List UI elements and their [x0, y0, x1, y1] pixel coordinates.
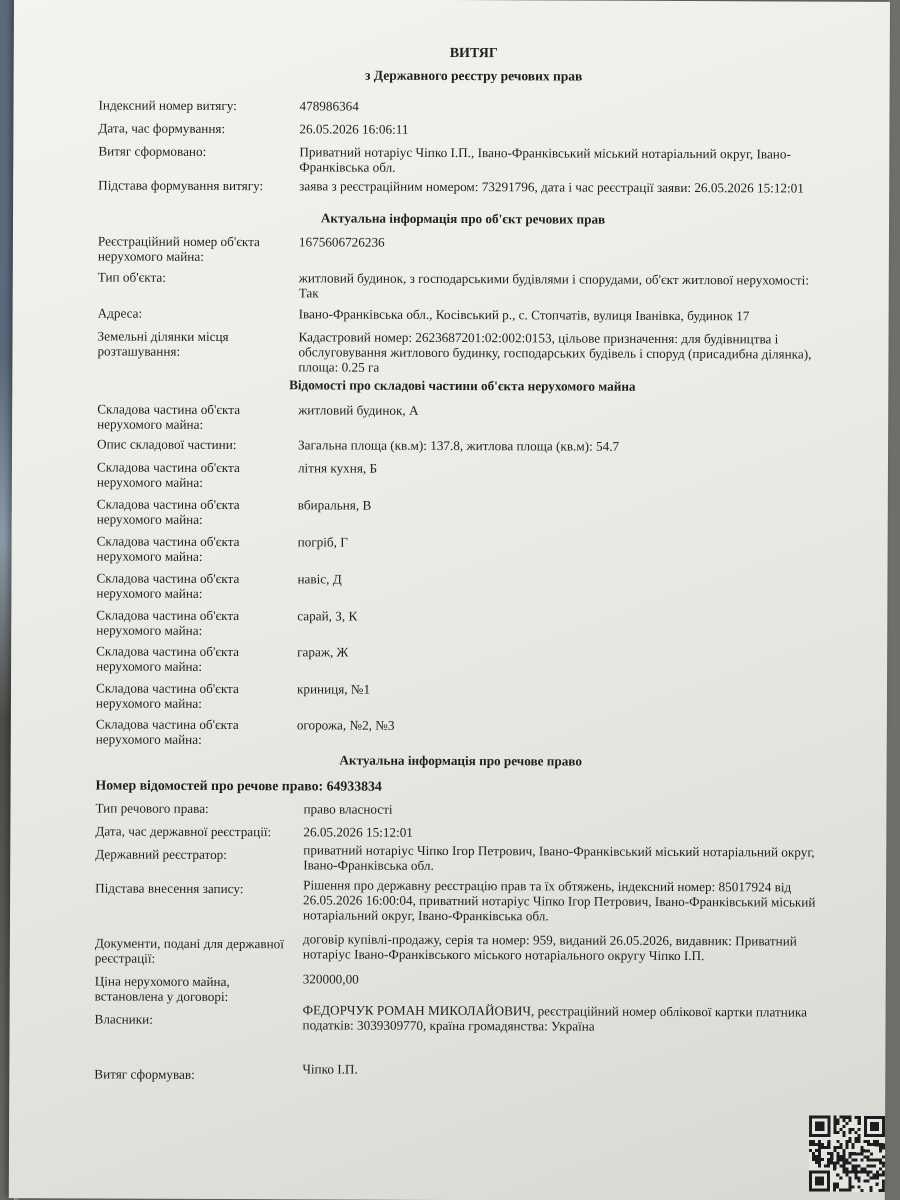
formation-date-value: 26.05.2026 16:06:11	[299, 121, 409, 137]
part-value: погріб, Г	[297, 534, 348, 550]
address-value: Івано-Франківська обл., Косівський р., с. Стопчатів, вулиця Іванівка, будинок 17	[298, 306, 750, 324]
land-plots-label: Земельні ділянки місця розташування:	[97, 328, 229, 359]
part-label: Складова частина об'єкта нерухомого майна:	[96, 533, 240, 564]
documents-label: Документи, подані для державної реєстрації:	[94, 935, 284, 966]
part-label: Складова частина об'єкта нерухомого майна:	[95, 716, 239, 747]
object-regnum-label: Реєстраційний номер об'єкта нерухомого майна:	[97, 233, 260, 264]
formation-basis-label: Підстава формування витягу:	[98, 177, 264, 194]
right-type-value: право власності	[303, 801, 393, 817]
formed-by-value: Чіпко І.П.	[302, 1061, 358, 1077]
part-description-label: Опис складової частини:	[97, 436, 237, 453]
paper-sheet	[9, 0, 890, 1200]
document-title: ВИТЯГ	[449, 45, 498, 62]
part-value: криниця, №1	[296, 681, 371, 697]
land-plots-value: Кадастровий номер: 2623687201:02:002:0153, цільове призначення: для будівництва і обслуговування житлового будинку, господарських будівель і споруд (присадибна ділянка), площа: 0.25 га	[298, 329, 812, 375]
part-value: літня кухня, Б	[297, 460, 378, 476]
part-label: Складова частина об'єкта нерухомого майна:	[96, 643, 240, 674]
part-description-value: Загальна площа (кв.м): 137.8, житлова площа (кв.м): 54.7	[298, 437, 620, 454]
extract-index-value: 478986364	[299, 98, 359, 114]
record-basis-value: Рішення про державну реєстрацію прав та їх обтяжень, індексний номер: 85017924 від 26.05.2026 16:00:04, приватний нотаріус Чіпко Ігор Петрович, Івано-Франківський міський нотаріальний округ, Івано-Франківська обл.	[302, 877, 816, 924]
extract-index-label: Індексний номер витягу:	[98, 97, 237, 114]
parts-section-heading: Відомості про складові частини об'єкта нерухомого майна	[289, 377, 636, 394]
formed-by-org-label: Витяг сформовано:	[98, 143, 207, 159]
owners-label: Власники:	[94, 1011, 153, 1027]
registrar-value: приватний нотаріус Чіпко Ігор Петрович, Івано-Франківський міський нотаріальний округ, Івано-Франківська обл.	[303, 842, 815, 873]
object-section-heading: Актуальна інформація про об'єкт речових прав	[320, 210, 606, 227]
owners-value: ФЕДОРЧУК РОМАН МИКОЛАЙОВИЧ, реєстраційний номер облікової картки платника податків: 3039309770, країна громадянства: Україна	[302, 1002, 808, 1034]
qr-code-icon	[809, 1114, 885, 1194]
registrar-label: Державний реєстратор:	[95, 846, 228, 863]
formation-date-label: Дата, час формування:	[98, 120, 226, 137]
part-label: Складова частина об'єкта нерухомого майна:	[97, 401, 241, 432]
part-value: сарай, З, К	[297, 608, 358, 624]
object-regnum-value: 1675606726236	[298, 234, 385, 250]
part-label: Складова частина об'єкта нерухомого майна:	[96, 459, 240, 490]
address-label: Адреса:	[97, 305, 143, 321]
part-label: Складова частина об'єкта нерухомого майна:	[96, 570, 240, 601]
object-type-label: Тип об'єкта:	[97, 269, 166, 285]
formation-basis-value: заява з реєстраційним номером: 73291796, дата і час реєстрації заяви: 26.05.2026 15:12:01	[299, 178, 804, 196]
part-value: навіс, Д	[297, 571, 342, 587]
object-type-value: житловий будинок, з господарськими будівлями і спорудами, об'єкт житлової нерухомості: Так	[298, 270, 810, 301]
part-value: вбиральня, В	[297, 497, 372, 513]
formed-by-org-value: Приватний нотаріус Чіпко І.П., Івано-Франківський міський нотаріальний округ, Івано-Франківська обл.	[299, 144, 791, 175]
part-value: огорожа, №2, №3	[296, 717, 395, 733]
registration-date-label: Дата, час державної реєстрації:	[95, 823, 272, 840]
part-label: Складова частина об'єкта нерухомого майна:	[95, 680, 239, 711]
document-subtitle: з Державного реєстру речових прав	[364, 67, 583, 84]
record-basis-label: Підстава внесення запису:	[95, 880, 244, 897]
part-label: Складова частина об'єкта нерухомого майна:	[96, 496, 240, 527]
part-value: гараж, Ж	[297, 644, 349, 660]
part-value: житловий будинок, А	[298, 402, 419, 418]
documents-value: договір купівлі-продажу, серія та номер: 959, виданий 26.05.2026, видавник: Приватний нотаріус Івано-Франківського міського нотаріального округу Чіпко І.П.	[302, 931, 797, 964]
right-type-label: Тип речового права:	[95, 800, 209, 816]
right-section-heading: Актуальна інформація про речове право	[339, 752, 582, 769]
price-value: 320000,00	[302, 971, 359, 987]
extract-document	[9, 0, 890, 1200]
right-record-number: Номер відомостей про речове право: 64933834	[95, 777, 382, 794]
formed-by-label: Витяг сформував:	[94, 1066, 195, 1082]
price-label: Ціна нерухомого майна, встановлена у договорі:	[94, 973, 230, 1005]
part-label: Складова частина об'єкта нерухомого майна:	[96, 607, 240, 638]
registration-date-value: 26.05.2026 15:12:01	[303, 824, 413, 840]
